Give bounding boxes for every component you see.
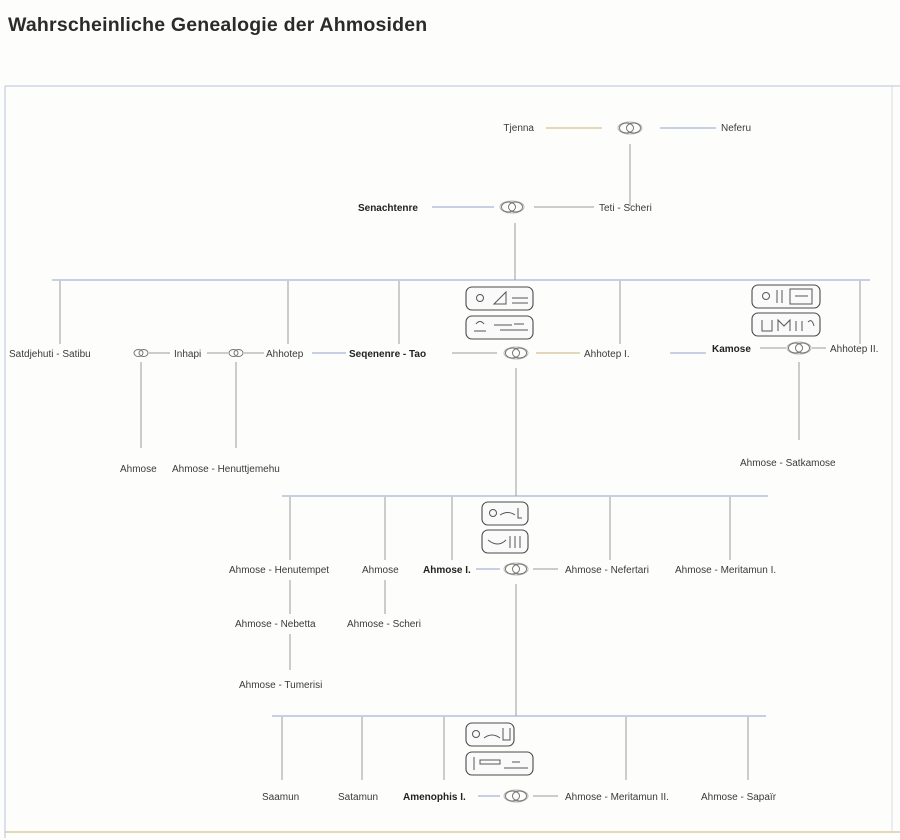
person-ahmose: Ahmose bbox=[120, 464, 157, 475]
person-ahmose-henuttjemehu: Ahmose - Henuttjemehu bbox=[172, 464, 280, 475]
person-ahmose: Ahmose bbox=[362, 565, 399, 576]
generation-3 bbox=[9, 280, 878, 496]
person-tjenna: Tjenna bbox=[503, 123, 534, 134]
cartouche-icon bbox=[466, 316, 533, 339]
person-ahhotep-1: Ahhotep I. bbox=[584, 349, 630, 360]
generation-2 bbox=[358, 201, 652, 280]
person-satdjehuti-satibu: Satdjehuti - Satibu bbox=[9, 349, 91, 360]
person-kamose: Kamose bbox=[712, 344, 751, 355]
person-ahmose-nefertari: Ahmose - Nefertari bbox=[565, 565, 649, 576]
person-ahmose-1: Ahmose I. bbox=[423, 565, 471, 576]
generation-5 bbox=[262, 716, 777, 803]
person-satamun: Satamun bbox=[338, 792, 379, 803]
person-ahhotep: Ahhotep bbox=[266, 349, 304, 360]
generation-1 bbox=[503, 122, 751, 206]
person-ahmose-meritamun-1: Ahmose - Meritamun I. bbox=[675, 565, 777, 576]
person-ahmose-sapair: Ahmose - Sapaïr bbox=[701, 792, 777, 803]
person-senachtenre: Senachtenre bbox=[357, 203, 418, 214]
person-seqenenre-tao: Seqenenre - Tao bbox=[349, 349, 427, 360]
person-neferu: Neferu bbox=[721, 123, 752, 134]
person-ahmose-nebetta: Ahmose - Nebetta bbox=[235, 619, 316, 630]
person-inhapi: Inhapi bbox=[174, 349, 202, 360]
cartouche-icon bbox=[482, 502, 528, 525]
page-title: Wahrscheinliche Genealogie der Ahmosiden bbox=[8, 14, 428, 36]
person-ahmose-meritamun-2: Ahmose - Meritamun II. bbox=[565, 792, 669, 803]
generation-4 bbox=[229, 496, 776, 716]
person-ahmose-scheri: Ahmose - Scheri bbox=[347, 619, 421, 630]
person-ahmose-tumerisi: Ahmose - Tumerisi bbox=[239, 680, 323, 691]
person-amenophis-1: Amenophis I. bbox=[403, 792, 466, 803]
person-teti-scheri: Teti - Scheri bbox=[599, 203, 652, 214]
person-saamun: Saamun bbox=[262, 792, 300, 803]
person-ahhotep-2: Ahhotep II. bbox=[830, 344, 879, 355]
person-ahmose-satkamose: Ahmose - Satkamose bbox=[740, 458, 836, 469]
cartouche-icon bbox=[466, 723, 514, 746]
person-ahmose-henutempet: Ahmose - Henutempet bbox=[229, 565, 330, 576]
